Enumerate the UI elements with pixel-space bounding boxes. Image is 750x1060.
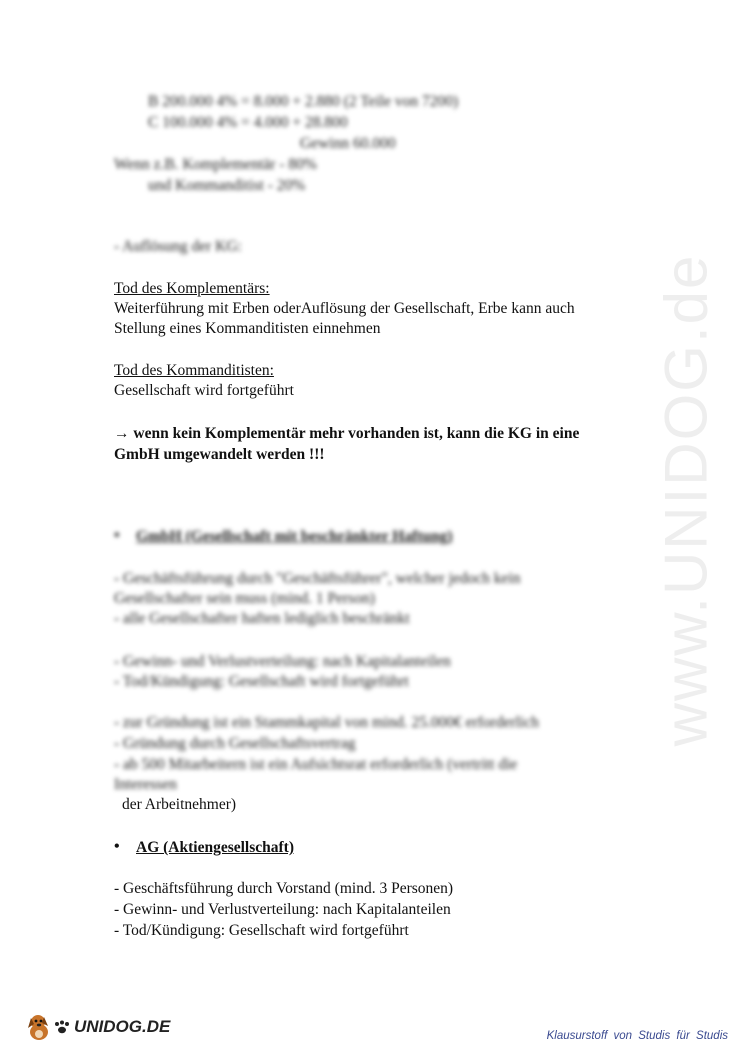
bullet-icon: • — [114, 527, 120, 544]
ag-line: - Gewinn- und Verlustverteilung: nach Kapitalanteilen — [114, 901, 451, 918]
gmbh-last-line: der Arbeitnehmer) — [122, 796, 237, 813]
logo-text: UNIDOG.DE — [74, 1017, 171, 1036]
gmbh-line: Interessen — [114, 776, 177, 793]
tod-komplementaer-text: Weiterführung mit Erben oderAuflösung der Gesellschaft, Erbe kann auch — [114, 300, 575, 317]
table-line: B 200.000 4% = 8.000 + 2.880 (2 Teile von 7200) — [148, 93, 459, 110]
arrow-icon: → — [114, 425, 130, 442]
gmbh-line: - Gründung durch Gesellschaftsvertrag — [114, 735, 356, 752]
gmbh-line: - Geschäftsführung durch "Geschäftsführer", welcher jedoch kein — [114, 570, 521, 587]
split-line: Wenn z.B. Komplementär - 80% — [114, 156, 317, 173]
table-line: C 100.000 4% = 4.000 + 28.800 — [148, 114, 348, 131]
conclusion-text: GmbH umgewandelt werden !!! — [114, 446, 325, 463]
conclusion-line — [114, 424, 579, 444]
ag-line: - Tod/Kündigung: Gesellschaft wird fortgeführt — [114, 922, 409, 939]
ag-line: - Geschäftsführung durch Vorstand (mind. 3 Personen) — [114, 880, 454, 897]
tod-komplementaer-heading: Tod des Komplementärs: — [114, 280, 270, 297]
footer-tagline: Klausurstoff von Studis für Studis — [546, 1030, 728, 1042]
watermark-text: www.UNIDOG.de — [652, 253, 720, 747]
tod-komplementaer-text: Stellung eines Kommanditisten einnehmen — [114, 320, 381, 337]
gmbh-line: - Tod/Kündigung: Gesellschaft wird fortgeführt — [114, 673, 409, 690]
gmbh-line: - Gewinn- und Verlustverteilung: nach Kapitalanteilen — [114, 653, 451, 670]
bullet-icon: • — [114, 838, 120, 855]
tod-kommanditist-text: Gesellschaft wird fortgeführt — [114, 382, 294, 399]
dissolution-heading: - Auflösung der KG: — [114, 238, 242, 255]
conclusion-text: wenn kein Komplementär mehr vorhanden ist, kann die KG in eine — [133, 425, 580, 442]
gmbh-line: - zur Gründung ist ein Stammkapital von mind. 25.000€ erforderlich — [114, 714, 539, 731]
gmbh-line: Gesellschafter sein muss (mind. 1 Person) — [114, 590, 375, 607]
tod-kommanditist-heading: Tod des Kommanditisten: — [114, 362, 274, 379]
table-line: Gewinn 60.000 — [300, 135, 396, 152]
ag-heading: AG (Aktiengesellschaft) — [136, 839, 294, 856]
paw-icon — [54, 1020, 70, 1034]
unidog-logo[interactable] — [24, 1012, 170, 1042]
dog-icon — [24, 1012, 54, 1042]
gmbh-line: - alle Gesellschafter haften lediglich beschränkt — [114, 610, 410, 627]
gmbh-heading: GmbH (Gesellschaft mit beschränkter Haftung) — [136, 528, 453, 545]
gmbh-line: - ab 500 Mitarbeitern ist ein Aufsichtsrat erforderlich (vertritt die — [114, 756, 518, 773]
split-line: und Kommanditist - 20% — [148, 177, 306, 194]
